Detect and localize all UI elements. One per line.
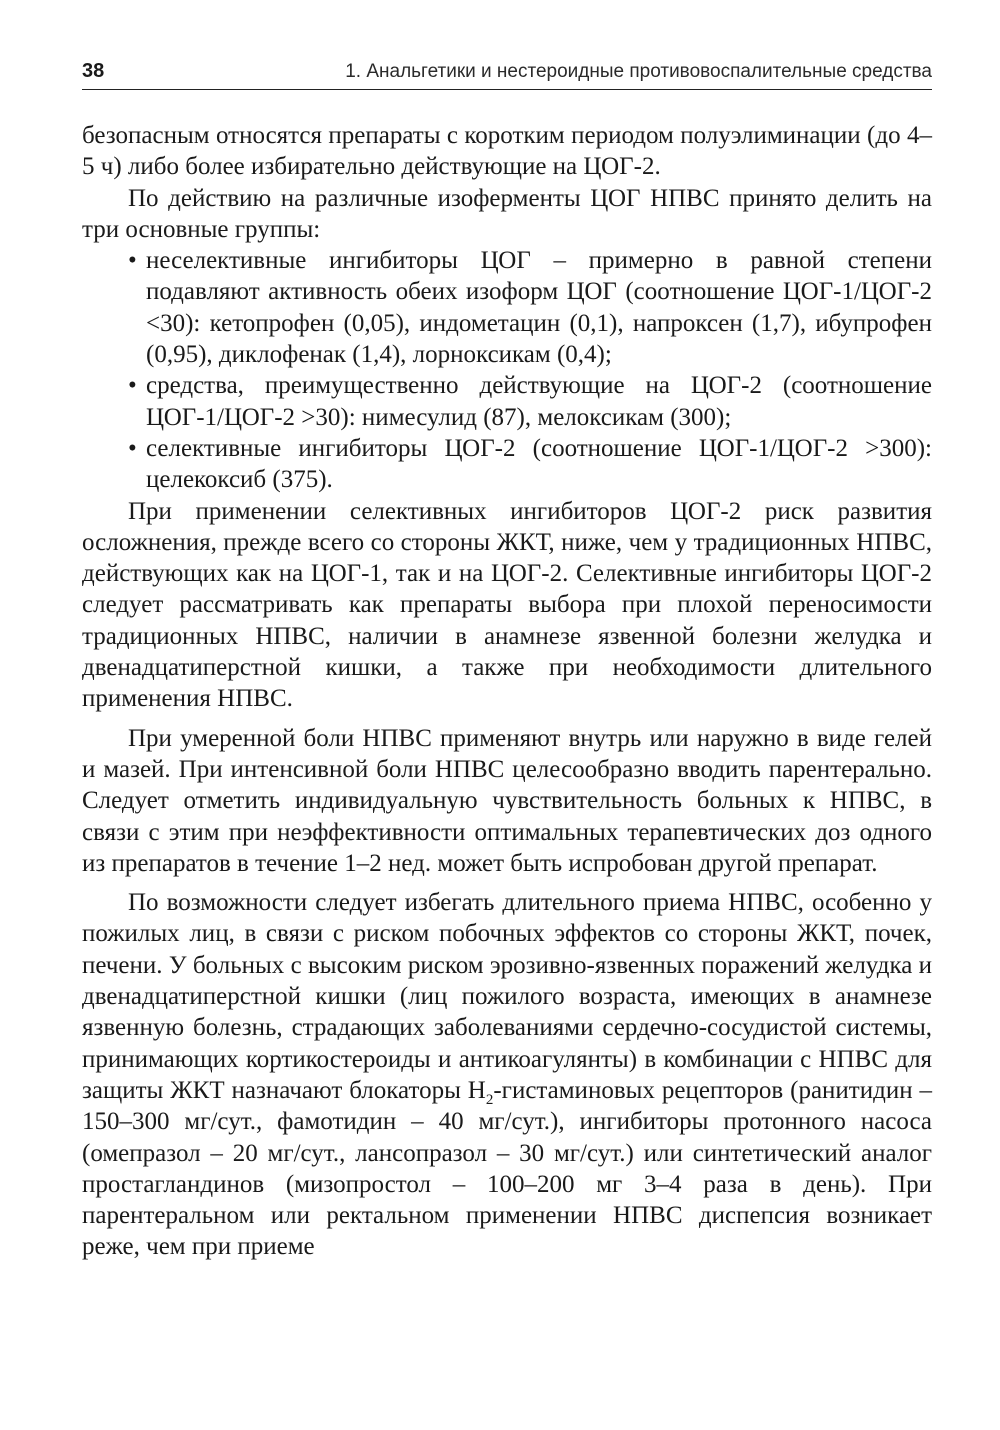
subscript-2: 2: [485, 1091, 494, 1108]
list-item-text: неселективные ингибиторы ЦОГ – примерно в равной степени подавляют активность обеих изоформ ЦОГ (соотношение ЦОГ-1/ЦОГ-2 <30): кетопрофен (0,05), индометацин (0,1), напроксен (1,7), ибупрофен (0,95), диклофенак (1,4), лорноксикам (0,4);: [146, 247, 932, 369]
paragraph-2: По действию на различные изоферменты ЦОГ НПВС принято делить на три основные группы:: [82, 184, 932, 243]
list-item-text: средства, преимущественно действующие на ЦОГ-2 (соотношение ЦОГ-1/ЦОГ-2 >30): нимесулид (87), мелоксикам (300);: [146, 372, 932, 431]
book-page: [82, 60, 932, 1263]
list-item: [128, 245, 932, 370]
cox-groups-list: [82, 245, 932, 495]
bullet-icon: •: [128, 434, 137, 462]
chapter-title: 1. Анальгетики и нестероидные противовоспалительные средства: [345, 61, 932, 82]
paragraph-5: [82, 887, 932, 1263]
list-item: [128, 433, 932, 496]
paragraph-4: При умеренной боли НПВС применяют внутрь или наружно в виде гелей и мазей. При интенсивной боли НПВС целесообразно вводить парентерально. Следует отметить индивидуальную чувствительность больных к НПВС, в связи с этим при неэффективности оптимальных терапевтических доз одного из препаратов в течение 1–2 нед. может быть испробован другой препарат.: [82, 724, 932, 877]
page-number: 38: [82, 60, 105, 82]
list-item-text: селективные ингибиторы ЦОГ-2 (соотношение ЦОГ-1/ЦОГ-2 >300): целекоксиб (375).: [146, 434, 932, 494]
paragraph-5-part-1: По возможности следует избегать длительного приема НПВС, особенно у пожилых лиц, в связи с риском побочных эффектов со стороны ЖКТ, почек, печени. У больных с высоким риском эрозивно-язвенных поражений желудка и двенадцатиперстной кишки (лиц пожилого возраста, имеющих в анамнезе язвенную болезнь, страдающих заболеваниями сердечно-сосудистой системы, принимающих кортикостероиды и антикоагулянты) в комбинации с НПВС для защиты ЖКТ назначают блокаторы Н: [82, 889, 932, 1104]
bullet-icon: •: [128, 372, 137, 400]
list-item: [128, 370, 932, 433]
paragraph-1: безопасным относятся препараты с коротким периодом полуэлиминации (до 4–5 ч) либо более избирательно действующие на ЦОГ-2.: [82, 122, 932, 181]
body-text: [82, 120, 932, 1263]
running-header: [82, 60, 932, 90]
paragraph-5-part-2: -гистаминовых рецепторов (ранитидин – 150–300 мг/сут., фамотидин – 40 мг/сут.), ингибиторы протонного насоса (омепразол – 20 мг/сут., лансопразол – 30 мг/сут.) или синтетический аналог простагландинов (мизопростол – 100–200 мг 3–4 раза в день). При парентеральном или ректальном применении НПВС диспепсия возникает реже, чем при приеме: [82, 1076, 932, 1261]
bullet-icon: •: [128, 247, 137, 275]
paragraph-3: При применении селективных ингибиторов ЦОГ-2 риск развития осложнения, прежде всего со стороны ЖКТ, ниже, чем у традиционных НПВС, действующих как на ЦОГ-1, так и на ЦОГ-2. Селективные ингибиторы ЦОГ-2 следует рассматривать как препараты выбора при плохой переносимости традиционных НПВС, наличии в анамнезе язвенной болезни желудка и двенадцатиперстной кишки, а также при необходимости длительного применения НПВС.: [82, 497, 932, 713]
